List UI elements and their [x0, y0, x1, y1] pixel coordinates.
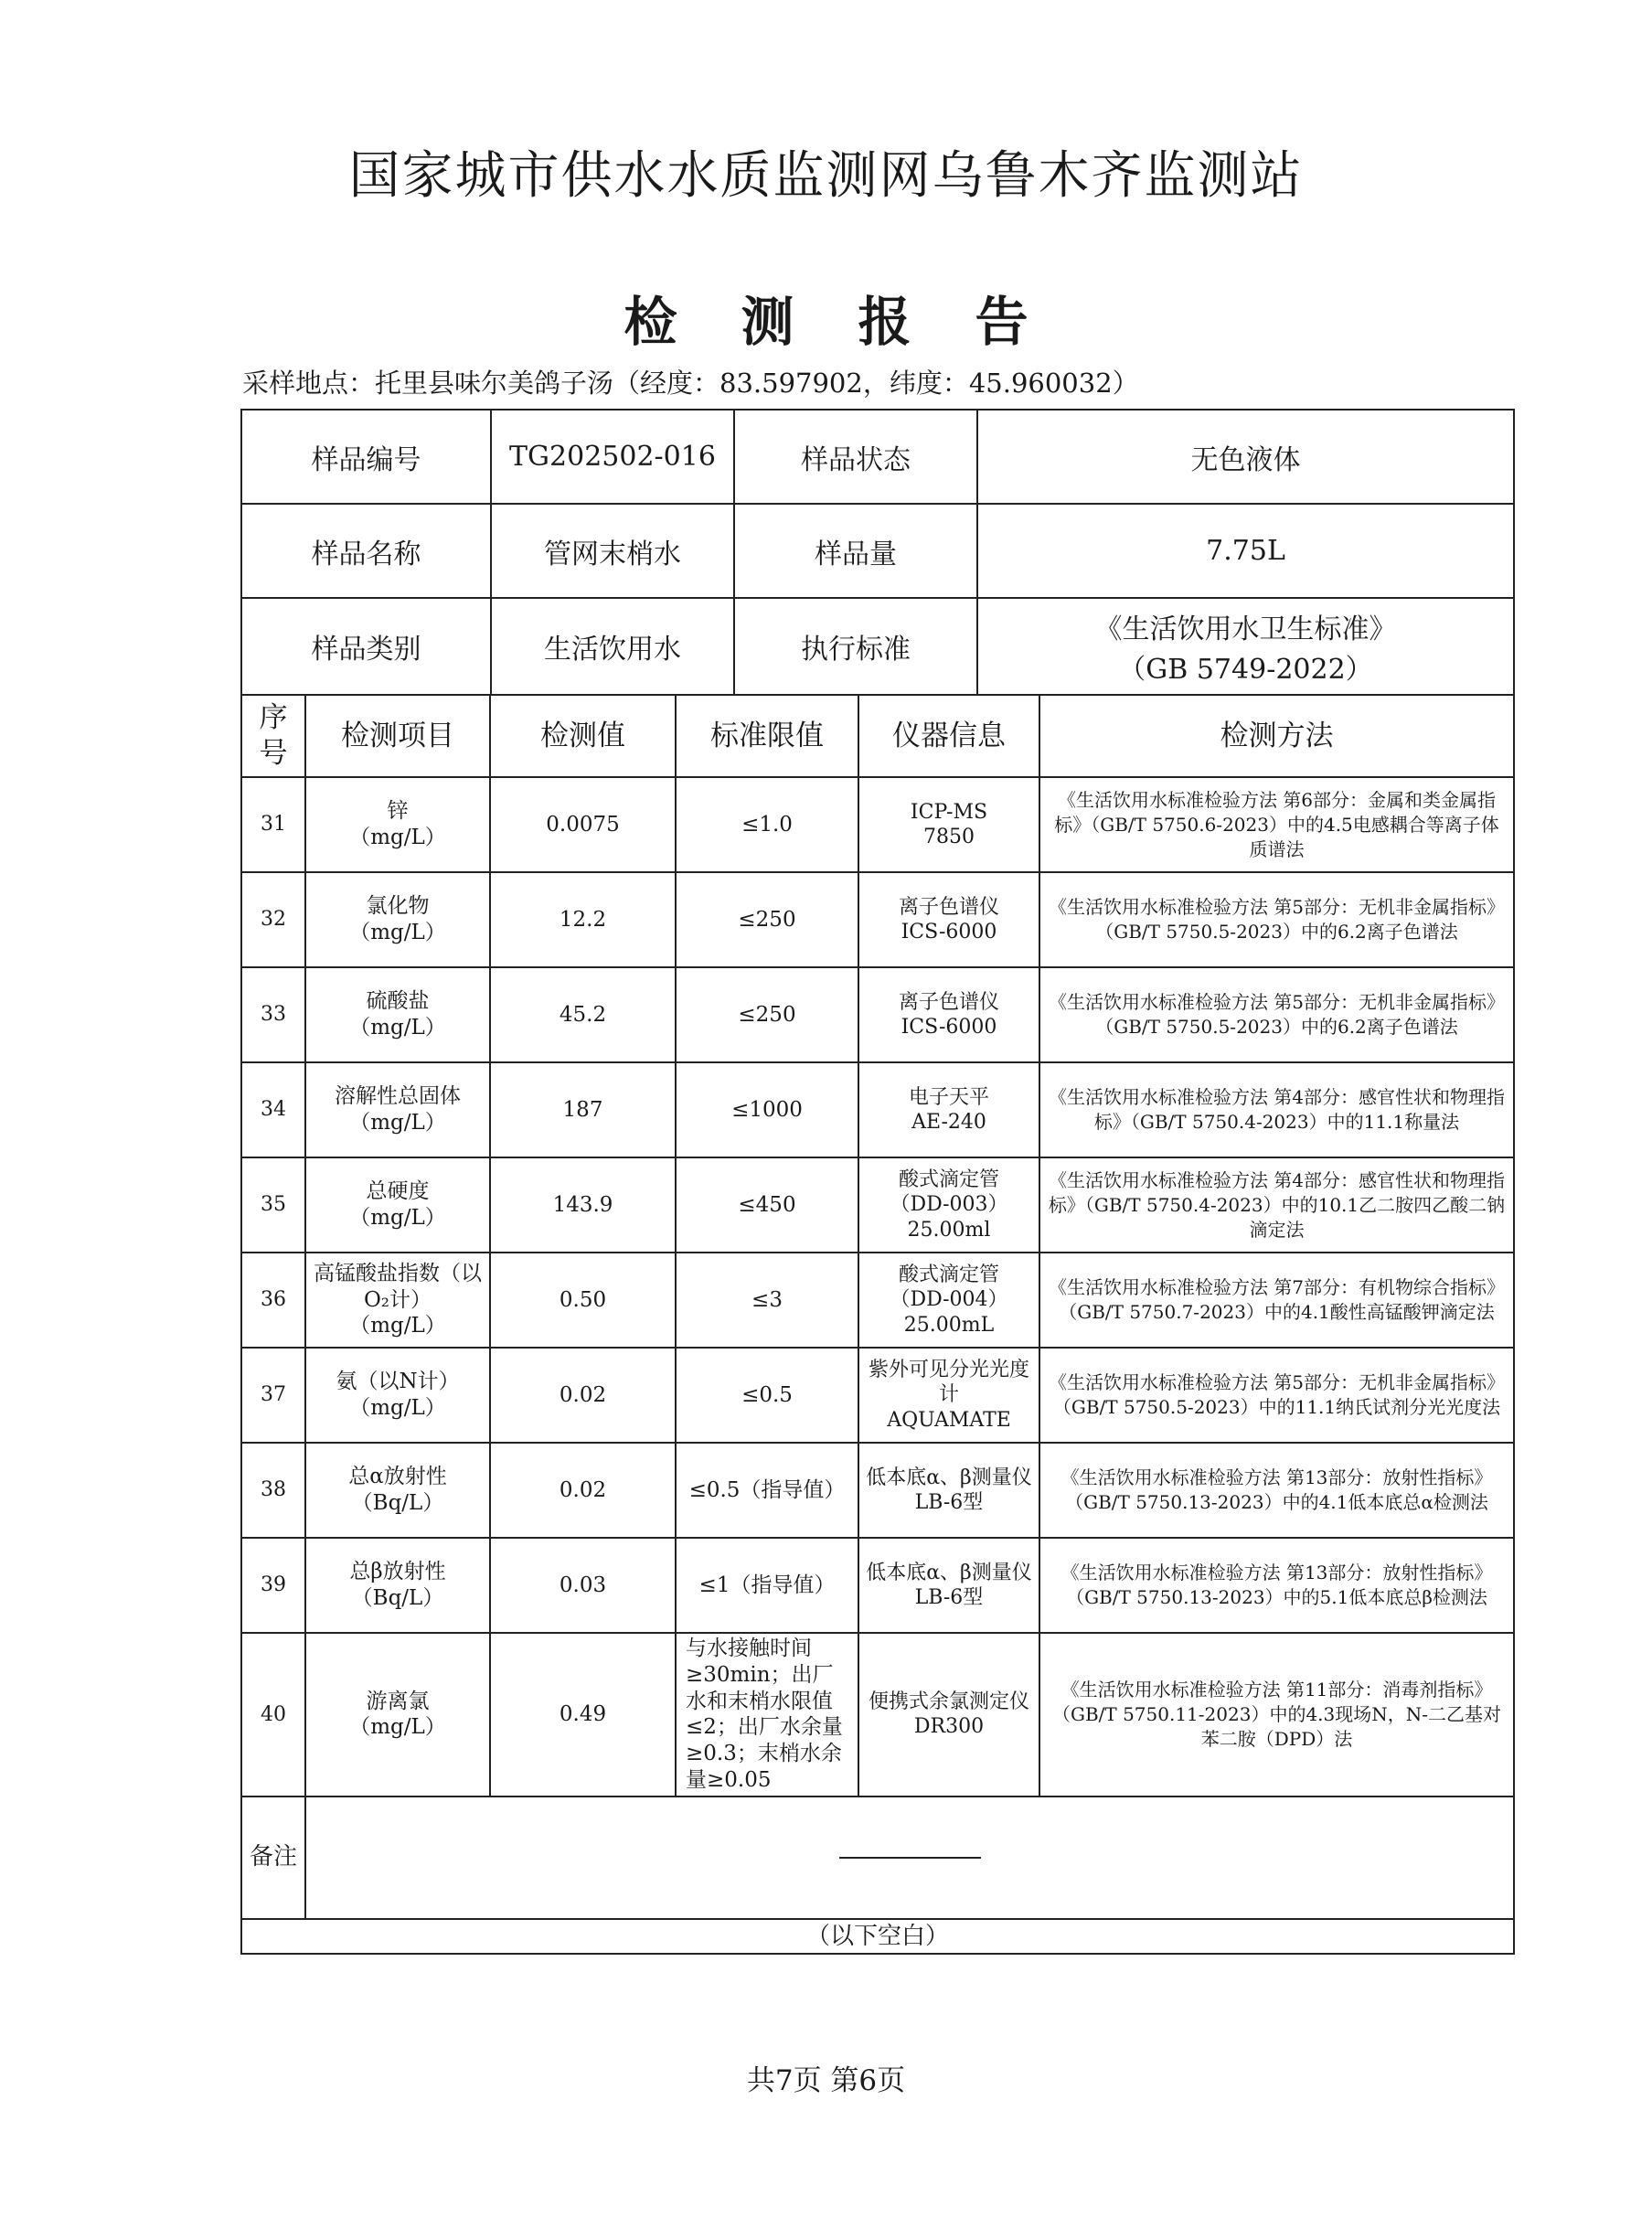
standard-code: （GB 5749-2022）	[1118, 654, 1373, 686]
instrument-line: 电子天平	[908, 1085, 989, 1109]
item-name: 锌	[387, 799, 409, 824]
header-instrument: 仪器信息	[858, 695, 1039, 777]
report-title: 检测报告	[623, 291, 1092, 353]
sample-name-label: 样品名称	[241, 504, 491, 598]
instrument-line: ICS-6000	[901, 1016, 997, 1039]
instrument-line: （DD-003）	[890, 1193, 1008, 1217]
test-value: 0.0075	[490, 777, 676, 872]
standard-name: 《生活饮用水卫生标准》	[1094, 613, 1397, 645]
table-row	[241, 1538, 1514, 1633]
sample-state-label: 样品状态	[734, 410, 977, 504]
remark-dash	[839, 1857, 981, 1859]
organization-title: 国家城市供水水质监测网乌鲁木齐监测站	[348, 146, 1304, 206]
instrument-info	[858, 967, 1039, 1062]
test-item	[305, 1348, 490, 1443]
test-method: 《生活饮用水标准检验方法 第13部分：放射性指标》（GB/T 5750.13-2023）中的4.1低本底总α检测法	[1039, 1443, 1514, 1538]
sample-category-label: 样品类别	[241, 598, 491, 695]
row-number: 31	[241, 777, 305, 872]
test-value: 45.2	[490, 967, 676, 1062]
standard-limit: ≤3	[676, 1253, 858, 1348]
item-name: 总α放射性	[348, 1465, 447, 1489]
results-header-row	[241, 695, 1514, 777]
item-name: 总硬度	[366, 1179, 430, 1204]
test-value: 12.2	[490, 872, 676, 967]
test-method: 《生活饮用水标准检验方法 第4部分：感官性状和物理指标》（GB/T 5750.4-2023）中的11.1称量法	[1039, 1062, 1514, 1157]
instrument-info	[858, 1062, 1039, 1157]
instrument-info	[858, 1538, 1039, 1633]
item-unit: （Bq/L）	[351, 1491, 444, 1515]
instrument-line: AQUAMATE	[887, 1408, 1011, 1432]
report-sheet	[240, 409, 1513, 1955]
instrument-line: ICP-MS	[910, 800, 988, 824]
table-row	[241, 1348, 1514, 1443]
standard-limit: ≤250	[676, 872, 858, 967]
instrument-line: 离子色谱仪	[898, 895, 999, 919]
instrument-line: 便携式余氯测定仪	[868, 1690, 1029, 1713]
table-row	[241, 1253, 1514, 1348]
row-number: 40	[241, 1633, 305, 1797]
standard-limit: 与水接触时间≥30min；出厂水和末梢水限值≤2；出厂水余量≥0.3；末梢水余量≥0.05	[676, 1633, 858, 1797]
test-value: 0.50	[490, 1253, 676, 1348]
sample-name-value: 管网末梢水	[491, 504, 734, 598]
instrument-info	[858, 1253, 1039, 1348]
instrument-info	[858, 872, 1039, 967]
instrument-line: （DD-004）	[890, 1288, 1008, 1312]
test-item	[305, 967, 490, 1062]
item-unit: （mg/L）	[349, 1206, 446, 1230]
standard-limit: ≤250	[676, 967, 858, 1062]
sample-no-value: TG202502-016	[491, 410, 734, 504]
header-value: 检测值	[490, 695, 676, 777]
header-item: 检测项目	[305, 695, 490, 777]
sample-category-value: 生活饮用水	[491, 598, 734, 695]
item-unit: （mg/L）	[349, 1715, 446, 1740]
row-number: 38	[241, 1443, 305, 1538]
item-unit: （mg/L）	[349, 921, 446, 944]
row-number: 37	[241, 1348, 305, 1443]
test-item	[305, 1538, 490, 1633]
test-value: 0.02	[490, 1348, 676, 1443]
item-name: 氯化物	[366, 894, 430, 919]
test-method: 《生活饮用水标准检验方法 第5部分：无机非金属指标》（GB/T 5750.5-2023）中的6.2离子色谱法	[1039, 872, 1514, 967]
row-number: 34	[241, 1062, 305, 1157]
instrument-info	[858, 1157, 1039, 1253]
instrument-line: 25.00mL	[903, 1313, 995, 1337]
header-method: 检测方法	[1039, 695, 1514, 777]
instrument-line: 酸式滴定管	[898, 1263, 999, 1286]
sample-info-table	[240, 409, 1515, 696]
row-number: 32	[241, 872, 305, 967]
item-unit: （mg/L）	[349, 1314, 446, 1338]
instrument-line: ICS-6000	[901, 921, 997, 944]
test-method: 《生活饮用水标准检验方法 第5部分：无机非金属指标》（GB/T 5750.5-2023）中的11.1纳氏试剂分光光度法	[1039, 1348, 1514, 1443]
instrument-info	[858, 1633, 1039, 1797]
test-method: 《生活饮用水标准检验方法 第11部分：消毒剂指标》（GB/T 5750.11-2023）中的4.3现场N，N-二乙基对苯二胺（DPD）法	[1039, 1633, 1514, 1797]
standard-limit: ≤1000	[676, 1062, 858, 1157]
test-item	[305, 1633, 490, 1797]
test-method: 《生活饮用水标准检验方法 第4部分：感官性状和物理指标》（GB/T 5750.4-2023）中的10.1乙二胺四乙酸二钠滴定法	[1039, 1157, 1514, 1253]
table-row	[241, 1633, 1514, 1797]
standard-limit: ≤1（指导值）	[676, 1538, 858, 1633]
instrument-line: 离子色谱仪	[898, 990, 999, 1014]
sample-no-label: 样品编号	[241, 410, 491, 504]
table-row	[241, 967, 1514, 1062]
test-method: 《生活饮用水标准检验方法 第7部分：有机物综合指标》（GB/T 5750.7-2023）中的4.1酸性高锰酸钾滴定法	[1039, 1253, 1514, 1348]
results-table	[240, 694, 1515, 1955]
header-limit: 标准限值	[676, 695, 858, 777]
item-name: 硫酸盐	[366, 989, 430, 1014]
item-name: 总β放射性	[349, 1560, 446, 1584]
instrument-line: 紫外可见分光光度计	[868, 1358, 1029, 1407]
instrument-line: 低本底α、β测量仪	[866, 1466, 1032, 1489]
instrument-info	[858, 1348, 1039, 1443]
table-row	[241, 1062, 1514, 1157]
test-item	[305, 1253, 490, 1348]
instrument-info	[858, 777, 1039, 872]
table-row	[241, 777, 1514, 872]
item-name: 溶解性总固体	[335, 1084, 461, 1109]
item-unit: （mg/L）	[349, 1396, 446, 1420]
row-number: 39	[241, 1538, 305, 1633]
instrument-line: 低本底α、β测量仪	[866, 1561, 1032, 1584]
remark-row	[241, 1797, 1514, 1919]
sample-qty-value: 7.75L	[977, 504, 1514, 598]
test-value: 0.03	[490, 1538, 676, 1633]
standard-limit: ≤0.5（指导值）	[676, 1443, 858, 1538]
blank-note: （以下空白）	[241, 1919, 1514, 1955]
header-no: 序号	[241, 695, 305, 777]
sampling-location: 采样地点：托里县味尔美鸽子汤（经度：83.597902，纬度：45.960032）	[242, 368, 1139, 399]
item-name: 高锰酸盐指数（以O₂计）	[314, 1261, 482, 1312]
item-unit: （mg/L）	[349, 1111, 446, 1135]
test-item	[305, 1062, 490, 1157]
row-number: 33	[241, 967, 305, 1062]
row-number: 36	[241, 1253, 305, 1348]
test-method: 《生活饮用水标准检验方法 第13部分：放射性指标》（GB/T 5750.13-2023）中的5.1低本底总β检测法	[1039, 1538, 1514, 1633]
standard-limit: ≤1.0	[676, 777, 858, 872]
remark-content	[305, 1797, 1514, 1919]
test-item	[305, 1443, 490, 1538]
item-unit: （Bq/L）	[351, 1586, 444, 1610]
table-row	[241, 1443, 1514, 1538]
test-value: 0.02	[490, 1443, 676, 1538]
test-item	[305, 1157, 490, 1253]
test-value: 187	[490, 1062, 676, 1157]
instrument-info	[858, 1443, 1039, 1538]
item-unit: （mg/L）	[349, 826, 446, 849]
test-value: 143.9	[490, 1157, 676, 1253]
test-method: 《生活饮用水标准检验方法 第5部分：无机非金属指标》（GB/T 5750.5-2023）中的6.2离子色谱法	[1039, 967, 1514, 1062]
item-unit: （mg/L）	[349, 1016, 446, 1040]
row-number: 35	[241, 1157, 305, 1253]
test-method: 《生活饮用水标准检验方法 第6部分：金属和类金属指标》（GB/T 5750.6-2023）中的4.5电感耦合等离子体质谱法	[1039, 777, 1514, 872]
test-item	[305, 777, 490, 872]
instrument-line: LB-6型	[914, 1491, 984, 1514]
instrument-line: 7850	[923, 826, 975, 848]
instrument-line: AE-240	[911, 1111, 986, 1134]
standard-value	[977, 598, 1514, 695]
instrument-line: DR300	[913, 1715, 985, 1739]
blank-row	[241, 1919, 1514, 1955]
table-row	[241, 872, 1514, 967]
standard-label: 执行标准	[734, 598, 977, 695]
page-number: 共7页 第6页	[746, 2064, 906, 2097]
standard-limit: ≤450	[676, 1157, 858, 1253]
item-name: 氨（以N计）	[336, 1370, 460, 1394]
sample-qty-label: 样品量	[734, 504, 977, 598]
instrument-line: 25.00ml	[907, 1218, 991, 1242]
test-value: 0.49	[490, 1633, 676, 1797]
test-item	[305, 872, 490, 967]
remark-label: 备注	[241, 1797, 305, 1919]
instrument-line: 酸式滴定管	[898, 1167, 999, 1191]
table-row	[241, 1157, 1514, 1253]
standard-limit: ≤0.5	[676, 1348, 858, 1443]
instrument-line: LB-6型	[914, 1586, 984, 1609]
sample-state-value: 无色液体	[977, 410, 1514, 504]
item-name: 游离氯	[366, 1689, 430, 1713]
